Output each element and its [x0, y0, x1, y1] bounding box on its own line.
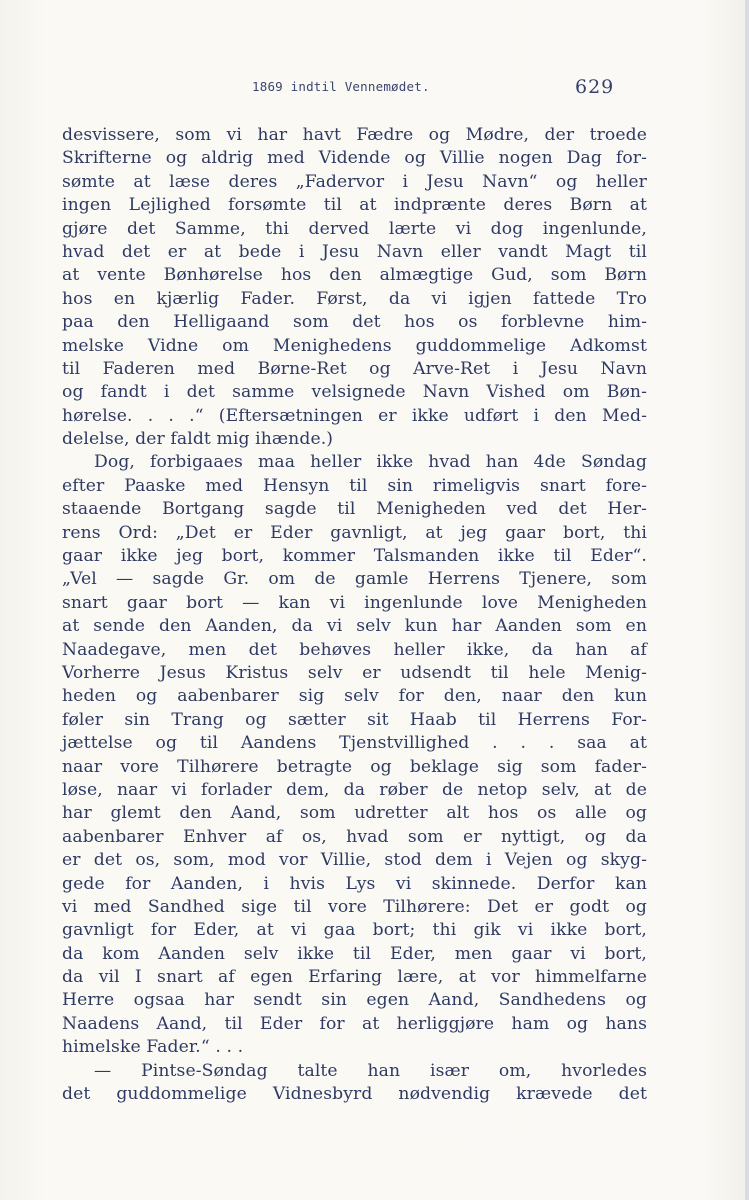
text-line: Vorherre Jesus Kristus selv er udsendt til hele Menig- [62, 662, 647, 683]
text-line: Herre ogsaa har sendt sin egen Aand, Sandhedens og [62, 990, 647, 1011]
text-line: rens Ord: „Det er Eder gavnligt, at jeg gaar bort, thi [62, 522, 647, 543]
text-line: Naadens Aand, til Eder for at herliggjøre ham og hans [62, 1013, 647, 1034]
text-line: — Pintse-Søndag talte han især om, hvorledes [94, 1060, 647, 1081]
page-number: 629 [575, 76, 615, 98]
text-line: himelske Fader.“ . . . [62, 1037, 244, 1058]
body-text [62, 124, 647, 1106]
text-line: staaende Bortgang sagde til Menigheden ved det Her- [62, 499, 647, 520]
text-line: Naadegave, men det behøves heller ikke, da han af [62, 639, 647, 660]
text-line: ingen Lejlighed forsømte til at indprænte deres Børn at [62, 195, 647, 216]
text-line: „Vel — sagde Gr. om de gamle Herrens Tjenere, som [62, 569, 647, 590]
text-line: melske Vidne om Menighedens guddommelige Adkomst [62, 335, 647, 356]
text-line: jættelse og til Aandens Tjenstvillighed . . . saa at [62, 733, 647, 754]
text-line: vi med Sandhed sige til vore Tilhørere: Det er godt og [62, 896, 647, 917]
text-line: at vente Bønhørelse hos den almægtige Gud, som Børn [62, 265, 647, 286]
text-line: aabenbarer Enhver af os, hvad som er nyttigt, og da [62, 826, 647, 847]
text-line: løse, naar vi forlader dem, da røber de netop selv, at de [62, 779, 647, 800]
text-line: at sende den Aanden, da vi selv kun har Aanden som en [62, 616, 647, 637]
text-line: gjøre det Samme, thi derved lærte vi dog ingenlunde, [62, 218, 647, 239]
text-line: sømte at læse deres „Fadervor i Jesu Navn“ og heller [62, 171, 647, 192]
text-line: da vil I snart af egen Erfaring lære, at vor himmelfarne [62, 967, 647, 988]
running-head: 1869 indtil Vennemødet. [252, 79, 430, 94]
text-line: hørelse. . . .“ (Eftersætningen er ikke udført i den Med- [62, 405, 647, 426]
text-line: gaar ikke jeg bort, kommer Talsmanden ikke til Eder“. [62, 546, 647, 567]
text-line: efter Paaske med Hensyn til sin rimeligvis snart fore- [62, 475, 647, 496]
text-line: har glemt den Aand, som udretter alt hos os alle og [62, 803, 647, 824]
text-line: føler sin Trang og sætter sit Haab til Herrens For- [62, 709, 647, 730]
page-edge [745, 0, 749, 1200]
text-line: paa den Helligaand som det hos os forblevne him- [62, 312, 647, 333]
text-line: delelse, der faldt mig ihænde.) [62, 429, 334, 450]
text-line: desvissere, som vi har havt Fædre og Mødre, der troede [62, 125, 647, 145]
text-line: gede for Aanden, i hvis Lys vi skinnede. Derfor kan [62, 873, 647, 894]
text-line: hos en kjærlig Fader. Først, da vi igjen fattede Tro [62, 288, 647, 309]
text-line: snart gaar bort — kan vi ingenlunde love Menigheden [62, 592, 647, 613]
text-line: det guddommelige Vidnesbyrd nødvendig krævede det [62, 1084, 647, 1105]
text-line: Skrifterne og aldrig med Vidende og Villie nogen Dag for- [62, 148, 647, 169]
text-line: og fandt i det samme velsignede Navn Vished om Bøn- [62, 382, 647, 403]
text-line: er det os, som, mod vor Villie, stod dem i Vejen og skyg- [62, 850, 647, 871]
text-line: gavnligt for Eder, at vi gaa bort; thi gik vi ikke bort, [62, 920, 647, 941]
text-line: da kom Aanden selv ikke til Eder, men gaar vi bort, [62, 943, 647, 964]
text-line: naar vore Tilhørere betragte og beklage sig som fader- [62, 756, 647, 777]
text-line: heden og aabenbarer sig selv for den, naar den kun [62, 686, 647, 707]
text-line: hvad det er at bede i Jesu Navn eller vandt Magt til [62, 241, 647, 262]
text-line: Dog, forbigaaes maa heller ikke hvad han 4de Søndag [94, 452, 647, 473]
text-line: til Faderen med Børne-Ret og Arve-Ret i Jesu Navn [62, 358, 647, 379]
